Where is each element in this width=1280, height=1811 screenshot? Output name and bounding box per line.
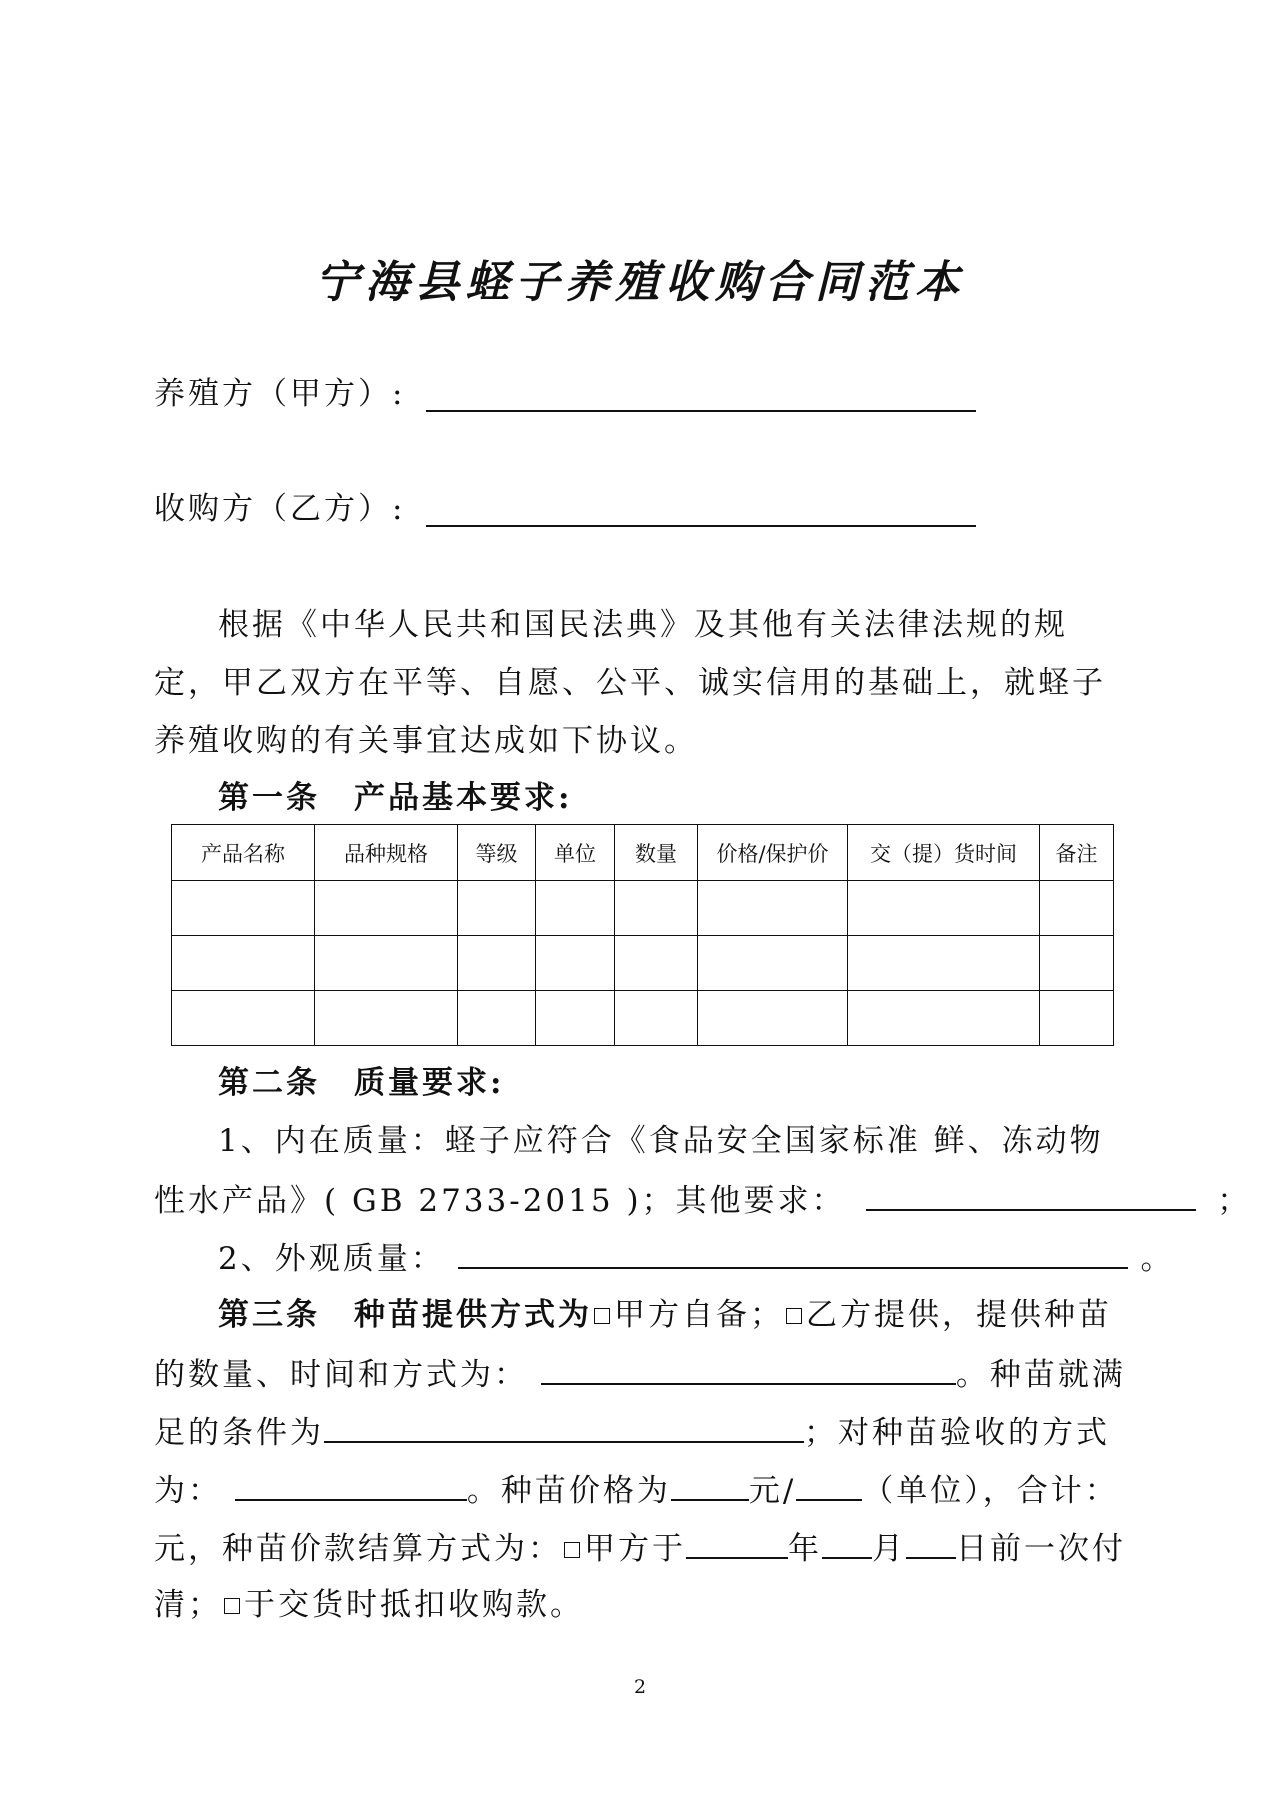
pay-in-full-text: 甲方于 <box>584 1531 686 1567</box>
table-cell[interactable] <box>172 991 315 1046</box>
table-cell[interactable] <box>698 991 848 1046</box>
table-cell[interactable] <box>615 991 698 1046</box>
party-a-label: 养殖方（甲方）: <box>154 376 406 412</box>
article-3-line-3 <box>154 1411 1110 1453</box>
article-2-heading: 第二条 质量要求: <box>218 1065 505 1101</box>
table-header-cell: 交（提）货时间 <box>848 825 1040 881</box>
table-cell[interactable] <box>458 991 536 1046</box>
other-requirements-blank[interactable] <box>866 1179 1196 1211</box>
quality-item-1-line-2 <box>154 1179 1251 1221</box>
table-cell[interactable] <box>848 991 1040 1046</box>
table-cell[interactable] <box>1040 991 1114 1046</box>
page-number: 2 <box>633 1676 647 1698</box>
party-b-label: 收购方（乙方）: <box>154 491 406 527</box>
party-b-blank[interactable] <box>426 525 976 527</box>
article-3-line-1 <box>218 1295 1112 1335</box>
seedling-acceptance-lead: ；对种苗验收的方式 <box>804 1415 1110 1451</box>
table-cell[interactable] <box>172 936 315 991</box>
table-header-cell: 单位 <box>536 825 615 881</box>
year-blank[interactable] <box>686 1527 788 1559</box>
month-blank[interactable] <box>822 1527 872 1559</box>
seedling-quantity-label: 的数量、时间和方式为： <box>154 1357 528 1393</box>
acceptance-method-blank[interactable] <box>235 1469 467 1501</box>
acceptance-method-label: 为： <box>154 1473 222 1509</box>
quality-item-2-line <box>218 1237 1174 1279</box>
table-cell[interactable] <box>698 881 848 936</box>
table-header-cell: 备注 <box>1040 825 1114 881</box>
table-cell[interactable] <box>536 991 615 1046</box>
seedling-condition-blank[interactable] <box>324 1411 804 1443</box>
party-b-row <box>154 489 405 529</box>
article-1-heading: 第一条 产品基本要求: <box>218 780 573 816</box>
price-unit-yuan: 元/ <box>748 1473 797 1509</box>
table-cell[interactable] <box>315 881 458 936</box>
settlement-method-label: 元，种苗价款结算方式为： <box>154 1531 562 1567</box>
table-row <box>172 936 1114 991</box>
table-cell[interactable] <box>536 881 615 936</box>
checkbox-party-b-provides[interactable] <box>786 1308 802 1324</box>
article-3-line-6 <box>154 1585 584 1625</box>
table-header-row <box>172 825 1114 881</box>
table-header-cell: 价格/保护价 <box>698 825 848 881</box>
quality-item-1-end: ； <box>1217 1183 1252 1219</box>
table-cell[interactable] <box>172 881 315 936</box>
month-label: 月 <box>872 1531 906 1567</box>
price-unit-blank[interactable] <box>796 1469 862 1501</box>
year-label: 年 <box>788 1531 822 1567</box>
article-3-line-5 <box>154 1527 1126 1569</box>
seedling-condition-lead: 。种苗就满 <box>955 1357 1126 1393</box>
checkbox-pay-in-full[interactable] <box>564 1542 580 1558</box>
party-a-row <box>154 374 405 414</box>
table-row <box>172 991 1114 1046</box>
appearance-quality-blank[interactable] <box>458 1237 1128 1269</box>
table-cell[interactable] <box>1040 881 1114 936</box>
table-cell[interactable] <box>315 991 458 1046</box>
table-header-cell: 数量 <box>615 825 698 881</box>
table-cell[interactable] <box>458 881 536 936</box>
table-row <box>172 881 1114 936</box>
table-cell[interactable] <box>615 881 698 936</box>
option-party-a-self: 甲方自备； <box>614 1297 784 1333</box>
quality-item-1-text: 性水产品》( GB 2733-2015 )；其他要求： <box>154 1183 846 1219</box>
quality-item-2-text: 2、外观质量： <box>218 1241 445 1277</box>
table-header-cell: 等级 <box>458 825 536 881</box>
table-cell[interactable] <box>698 936 848 991</box>
seedling-price-label: 。种苗价格为 <box>466 1473 671 1509</box>
day-blank[interactable] <box>906 1527 956 1559</box>
deduct-on-delivery-text: 于交货时抵扣收购款。 <box>244 1587 584 1623</box>
table-header-cell: 产品名称 <box>172 825 315 881</box>
total-label: （单位），合计： <box>862 1473 1119 1509</box>
checkbox-party-a-self[interactable] <box>594 1308 610 1324</box>
seedling-price-blank[interactable] <box>671 1469 749 1501</box>
day-label: 日前一次付 <box>956 1531 1126 1567</box>
table-cell[interactable] <box>848 936 1040 991</box>
line-6-start: 清； <box>154 1587 222 1623</box>
seedling-quantity-blank[interactable] <box>541 1353 956 1385</box>
table-cell[interactable] <box>458 936 536 991</box>
article-3-line-2 <box>154 1353 1126 1395</box>
article-3-line-4 <box>154 1469 1119 1511</box>
quality-item-2-end: 。 <box>1140 1241 1175 1277</box>
document-title: 宁海县蛏子养殖收购合同范本 <box>315 257 965 308</box>
table-cell[interactable] <box>848 881 1040 936</box>
table-cell[interactable] <box>536 936 615 991</box>
article-3-heading: 第三条 种苗提供方式为 <box>218 1297 592 1333</box>
option-party-b-provides: 乙方提供，提供种苗 <box>806 1297 1112 1333</box>
table-cell[interactable] <box>615 936 698 991</box>
preamble-paragraph: 根据《中华人民共和国民法典》及其他有关法律法规的规定，甲乙双方在平等、自愿、公平、诚实信用的基础上，就蛏子养殖收购的有关事宜达成如下协议。 <box>154 607 1106 759</box>
checkbox-deduct-on-delivery[interactable] <box>224 1598 240 1614</box>
party-a-blank[interactable] <box>426 410 976 412</box>
table-header-cell: 品种规格 <box>315 825 458 881</box>
quality-item-1-line-1: 1、内在质量：蛏子应符合《食品安全国家标准 鲜、冻动物 <box>218 1123 1104 1159</box>
table-cell[interactable] <box>315 936 458 991</box>
seedling-condition-label: 足的条件为 <box>154 1415 324 1451</box>
table-cell[interactable] <box>1040 936 1114 991</box>
product-requirements-table <box>171 824 1114 1046</box>
